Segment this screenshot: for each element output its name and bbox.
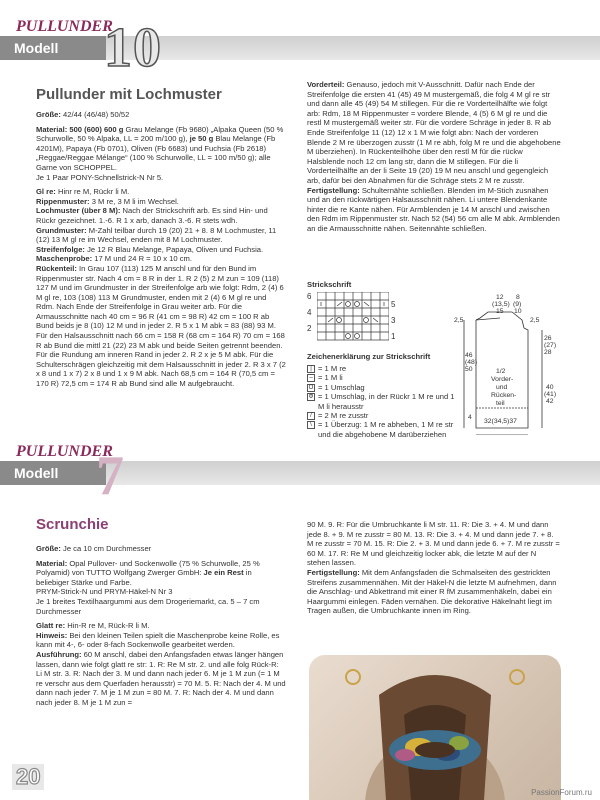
chart-row-label: 4 <box>307 308 312 317</box>
brand-label: PULLUNDER <box>16 443 113 460</box>
source-watermark: PassionForum.ru <box>531 788 592 797</box>
dim-label: 2,5 <box>454 317 464 324</box>
dim-label: (13,5) <box>492 301 510 308</box>
chart-row-label: 2 <box>307 324 312 333</box>
article2-body-left: Größe: Je ca 10 cm Durchmesser Material: Opal Pullover- und Sockenwolle (75 % Schurwolle, 25 % Polyamid) von TUTTO Wolfgang Zwerger GmbH: Je ein Rest in beliebiger Stärke und Farbe. PRYM-Strick-N und PRYM-Häkel-N Nr 3 Je 1 breites Textilhaargummi aus dem Drogeriemarkt, ca. 5 – 7 cm Durchmesser Glatt re: Hin-R re M, Rück-R li M. Hinweis: Bei den kleinen Teilen spielt die Maschenprobe keine Rolle, es kann mit 4-, 6- oder 8-fach Sockenwolle gearbeitet werden. Ausführung: 60 M anschl, dabei den Anfangsfaden etwas länger hängen lassen, dann wie folgt glatt re str: 1. R: Re M str. 2. und alle folg Rück-R: Li M str. 3. R: Nach der 3. M und dann nach jeder 6. M je 1 M zun (= 1 M re verschr aus dem Querfaden herausstr) = 70 M. 5. R: Nach der 4. M und dann nach jeder 7. M je 1 M zun = 80 M. 7. R: Nach der 4. M und dann nach jeder 8. M je 1 M zun = <box>36 544 286 707</box>
schematic-label: Vorder- <box>491 376 514 383</box>
dim-label: (27) <box>544 342 557 349</box>
yarn-over-icon: O <box>308 384 314 391</box>
dim-label: (41) <box>544 391 557 398</box>
article-title: Pullunder mit Lochmuster <box>36 86 222 103</box>
dim-label: 46 <box>465 352 473 359</box>
schematic-label: teil <box>496 400 505 407</box>
dim-label: 10 <box>514 308 522 315</box>
legend-item: / = 2 M re zusstr <box>307 411 457 420</box>
chart-grid <box>317 292 389 342</box>
modell-bar <box>0 36 600 60</box>
article2-body-right: 90 M. 9. R: Für die Umbruchkante li M str. 11. R: Die 3. + 4. M und dann jede 8. + 9. M re zusstr = 80 M. 13. R: Die 3. + 4. M und dann jede 7. + 8. M re zusstr = 70 M. 15. R: Die 2. + 3. M und dann jede 6. + 7. M re zusstr = 60 M. 17. R: Re M und gleichzeitig locker abk, die letzte M auf der N stehen lassen. Fertigstellung: Mit dem Anfangsfaden die Schmalseiten des gestrickten Streifens zusammennähen. Mit der Häkel-N die letzte M aufnehmen, dann die Anschlag- und Abkettrand mit einer R fM zusammenhäkeln, dabei ein Haargummi einlegen. Fäden vernähen. Die dekorative Häkelnaht liegt im Tragen außen, die Umbruchkante innen im Ring. <box>307 520 560 616</box>
schematic-label: 1/2 <box>496 368 506 375</box>
chart-row-label: 3 <box>391 316 396 325</box>
dim-label: 42 <box>546 398 554 405</box>
dim-label: 15 <box>496 308 504 315</box>
garment-schematic <box>454 290 569 435</box>
dim-label: 40 <box>546 384 554 391</box>
dim-label: 4 <box>468 414 472 421</box>
chart-row-label: 1 <box>391 332 396 341</box>
dim-label: 32(34,5)37 <box>484 418 517 425</box>
yarn-over-double-icon: Φ <box>308 394 314 401</box>
knitting-chart <box>305 292 415 342</box>
dim-label: 8 <box>516 294 520 301</box>
legend-item: \ = 1 Überzug: 1 M re abheben, 1 M re str und die abgehobene M darüberziehen <box>307 420 457 439</box>
dim-label: 2,5 <box>530 317 540 324</box>
legend-item: – = 1 M li <box>307 373 457 382</box>
legend-item: Φ = 1 Umschlag, in der Rückr 1 M re und 1 M li herausstr <box>308 392 455 411</box>
brand-label: PULLUNDER <box>16 18 113 35</box>
chart-title: Strickschrift <box>307 280 352 289</box>
modell-label: Modell <box>0 36 106 60</box>
k2tog-icon: / <box>307 412 315 420</box>
dim-label: 28 <box>544 349 552 356</box>
article-body-left: Größe: 42/44 (46/48) 50/52 Material: 500 (600) 600 g Grau Melange (Fb 9680) „Alpaka Queen (50 % Schurwolle, 50 % Alpaka, LL = 200 m/100 g), je 50 g Blau Melange (Fb 4201M), Papaya (Fb 0701), Oliven (Fb 6683) und Fuchsia (Fb 2618) „Reggae/Reggae Mélange“ (100 % Schurwolle, LL = 100 m/50 g); alle Garne von SCHOPPEL. Je 1 Paar PONY-Schnellstrick-N Nr 5. Gl re: Hinr re M, Rückr li M. Rippenmuster: 3 M re, 3 M li im Wechsel. Lochmuster (über 8 M): Nach der Strickschrift arb. Es sind Hin- und Rückr gezeichnet. 1.-6. R 1 x arb, danach 3.-6. R stets wdh. Grundmuster: M-Zahl teilbar durch 19 (20) 21 + 8. 8 M Lochmuster, 11 (12) 13 M gl re im Wechsel, enden mit 8 M Lochmuster. Streifenfolge: Je 12 R Blau Melange, Papaya, Oliven und Fuchsia. Maschenprobe: 17 M und 24 R = 10 x 10 cm. Rückenteil: In Grau 107 (113) 125 M anschl und für den Bund im Rippenmuster str. Nach 4 cm = 8 R in der 1. R 2 (5) 2 M zun = 109 (118) 127 M und im Grundmuster in der Streifenfolge arb wie folgt: Rdm, 2 (4) 6 M gl re, 103 (108) 113 M Grundmuster, enden mit 2 (4) 6 M gl re und Rdm. Nach Ende der Streifenfolge in Grau weiter arb. Für die Armausschnitte nach 40 cm = 96 R (41 cm = 98 R) 42 cm = 100 R ab Bund beids je 8 (10) 12 M und in jeder 2. R 5 x 1 M abk = 83 (88) 93 M. Für den Halsausschnitt nach 66 cm = 158 R (68 cm = 164 R) 70 cm = 168 R ab Bund die mittl 21 (22) 23 M abk und beide Seiten getrennt beenden. Für die Rundung am inneren Rand in jeder 2. R 2 x je 5 M abk. Für die Schulterschrägen gleichzeitig mit dem Halsausschnitt in jeder 2. R 3 x 7 (2 x 8 und 1 x 7) 2 x 8 und 1 x 9 M abk. Nach 68,5 cm = 164 R (70,5 cm = 170 R) 72,5 cm = 174 R ab Bund sind alle M aufgebraucht. <box>36 110 286 389</box>
chart-legend <box>307 364 457 439</box>
dim-label: (48) <box>465 359 478 366</box>
dim-label: (9) <box>513 301 522 308</box>
modell-bar <box>0 461 600 485</box>
model-number: 7 <box>96 445 125 507</box>
article-title: Scrunchie <box>36 516 109 533</box>
knit-symbol-icon: | <box>307 365 315 373</box>
legend-title: Zeichenerklärung zur Strickschrift <box>307 352 431 361</box>
schematic-label: und <box>496 384 508 391</box>
legend-item: O = 1 Umschlag <box>308 382 365 392</box>
scrunchie-photo <box>309 655 561 800</box>
model-number: 10 <box>104 17 162 79</box>
page-number: 20 <box>12 764 44 790</box>
chart-row-label: 5 <box>391 300 396 309</box>
dim-label: 26 <box>544 335 552 342</box>
chart-row-label: 6 <box>307 292 312 301</box>
dim-label: 50 <box>465 366 473 373</box>
modell-label: Modell <box>0 461 106 485</box>
scrunchie-illustration <box>309 655 561 800</box>
schematic-label: Rücken- <box>491 392 517 399</box>
skpo-icon: \ <box>307 421 315 429</box>
legend-item: | = 1 M re <box>307 364 457 373</box>
article-body-right: Vorderteil: Genauso, jedoch mit V-Ausschnitt. Dafür nach Ende der Streifenfolge die ersten 41 (45) 49 M mustergemäß, die folg 4 M gl re str und dann alle 45 (49) 54 M stillegen. Für die re Vorderteilhälfte wie folgt arb: Rdm, 18 M Rippenmuster = vordere Blende, 4 (5) 6 M gl re und die restl M mustergemäß weiter str. Für die vordere Schräge in jeder 8. R ab Ende Streifenfolge 11 (12) 12 x 1 M wie folgt abn: Nach der vorderen Blende 2 M re überzogen zusstr (1 M re abh, folg M re und die abgehobene M überziehen). In Rückenteilhöhe über den restl M für die rückw Halsblende noch 12 cm lang str, dann die M stillegen. Für die li Vorderteilhälfte an der li Seite 19 (20) 19 M neu anschl und gegengleich arb, dafür bei den Abnahmen für die Schräge stets 2 M re zusstr. Fertigstellung: Schulternähte schließen. Blenden im M-Stich zusnähen und an den rückwärtigen Halsausschnitt nähen. Li untere Blendenkante hinter die re Kante nähen. Für Armblenden je 14 M anschl und zwischen den Rdm im Rippenmuster str. Nach 52 (54) 56 cm alle M abk. Armblenden an die Armausschnitte nähen. Seitennähte schließen. <box>307 80 561 233</box>
dim-label: 12 <box>496 294 504 301</box>
purl-symbol-icon: – <box>307 374 315 382</box>
